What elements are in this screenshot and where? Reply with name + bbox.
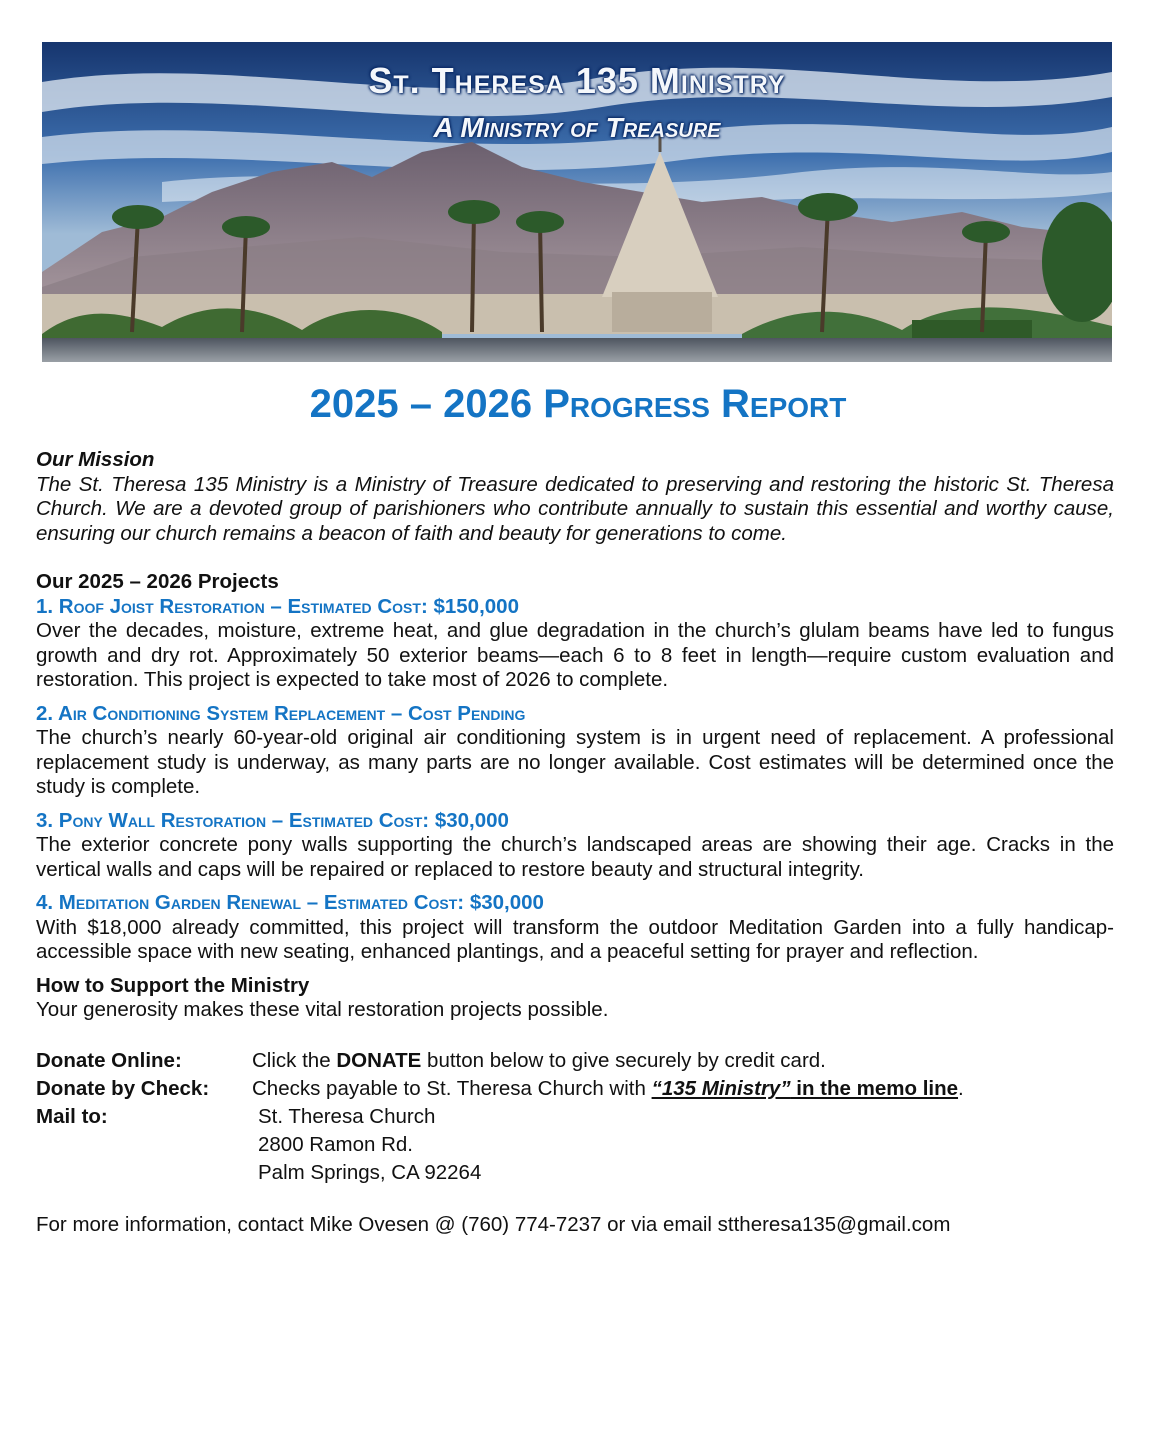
memo-line-note (652, 1077, 958, 1100)
project-description: The exterior concrete pony walls supporting the church’s landscaped areas are showing their age. Cracks in the vertical walls and caps will be repaired or replaced to restore beauty and structural integrity. (36, 833, 1114, 881)
donate-online-text (252, 1047, 964, 1075)
support-heading: How to Support the Ministry (36, 973, 310, 997)
project-title: 3. Pony Wall Restoration – Estimated Cost: $30,000 (36, 808, 509, 832)
donate-online-row (36, 1047, 964, 1075)
donate-check-label: Donate by Check: (36, 1076, 210, 1100)
project-title: 2. Air Conditioning System Replacement – Cost Pending (36, 701, 526, 725)
donation-info (36, 1047, 964, 1187)
donate-online-post: button below to give securely by credit card. (421, 1048, 826, 1072)
banner-subtitle: A Ministry of Treasure (433, 112, 721, 143)
project-title: 1. Roof Joist Restoration – Estimated Cost: $150,000 (36, 594, 519, 618)
banner-title: St. Theresa 135 Ministry (368, 60, 786, 101)
address-line: St. Theresa Church (258, 1104, 436, 1128)
project-description: The church’s nearly 60-year-old original air conditioning system is in urgent need of replacement. A professional replacement study is underway, as many parts are no longer available. Cost estimates will be determined once the study is complete. (36, 726, 1114, 798)
project-description: Over the decades, moisture, extreme heat, and glue degradation in the church’s glulam beams have led to fungus growth and dry rot. Approximately 50 exterior beams—each 6 to 8 feet in length—require custom evaluation and restoration. This project is expected to take most of 2026 to complete. (36, 619, 1114, 691)
donate-check-text (252, 1075, 964, 1103)
donate-online-label: Donate Online: (36, 1048, 182, 1072)
header-banner (42, 42, 1112, 362)
support-text: Your generosity makes these vital restoration projects possible. (36, 998, 609, 1021)
donate-check-pre: Checks payable to St. Theresa Church with (252, 1076, 652, 1100)
donate-check-post: . (958, 1076, 964, 1100)
donate-check-row (36, 1075, 964, 1103)
document-body (36, 448, 1114, 1237)
memo-ministry-name: “135 Ministry” (651, 1076, 791, 1100)
project-title: 4. Meditation Garden Renewal – Estimated Cost: $30,000 (36, 891, 544, 914)
project-item (36, 809, 1114, 883)
address-line: Palm Springs, CA 92264 (258, 1160, 482, 1184)
contact-info: For more information, contact Mike Ovesen @ (760) 774-7237 or via email sttheresa135@gmail.com (36, 1212, 951, 1236)
mission-text: The St. Theresa 135 Ministry is a Ministry of Treasure dedicated to preserving and restoring the historic St. Theresa Church. We are a devoted group of parishioners who contribute annually to sustain this essential and worthy cause, ensuring our church remains a beacon of faith and beauty for generations to come. (36, 472, 1114, 545)
mail-to-label: Mail to: (36, 1104, 108, 1128)
project-item (36, 891, 1114, 965)
donate-online-pre: Click the (252, 1048, 337, 1072)
memo-line-text: in the memo line (790, 1076, 959, 1100)
donate-keyword: DONATE (336, 1048, 422, 1072)
project-item (36, 595, 1114, 693)
project-description: With $18,000 already committed, this project will transform the outdoor Meditation Garden into a fully handicap-accessible space with new seating, enhanced plantings, and a peaceful setting for prayer and reflection. (36, 915, 1114, 963)
mission-heading: Our Mission (36, 448, 155, 471)
project-item (36, 702, 1114, 800)
mailing-address (252, 1103, 964, 1187)
report-title: 2025 – 2026 Progress Report (309, 382, 847, 426)
address-line: 2800 Ramon Rd. (258, 1132, 413, 1156)
mail-to-row (36, 1103, 964, 1187)
projects-heading: Our 2025 – 2026 Projects (36, 570, 279, 593)
